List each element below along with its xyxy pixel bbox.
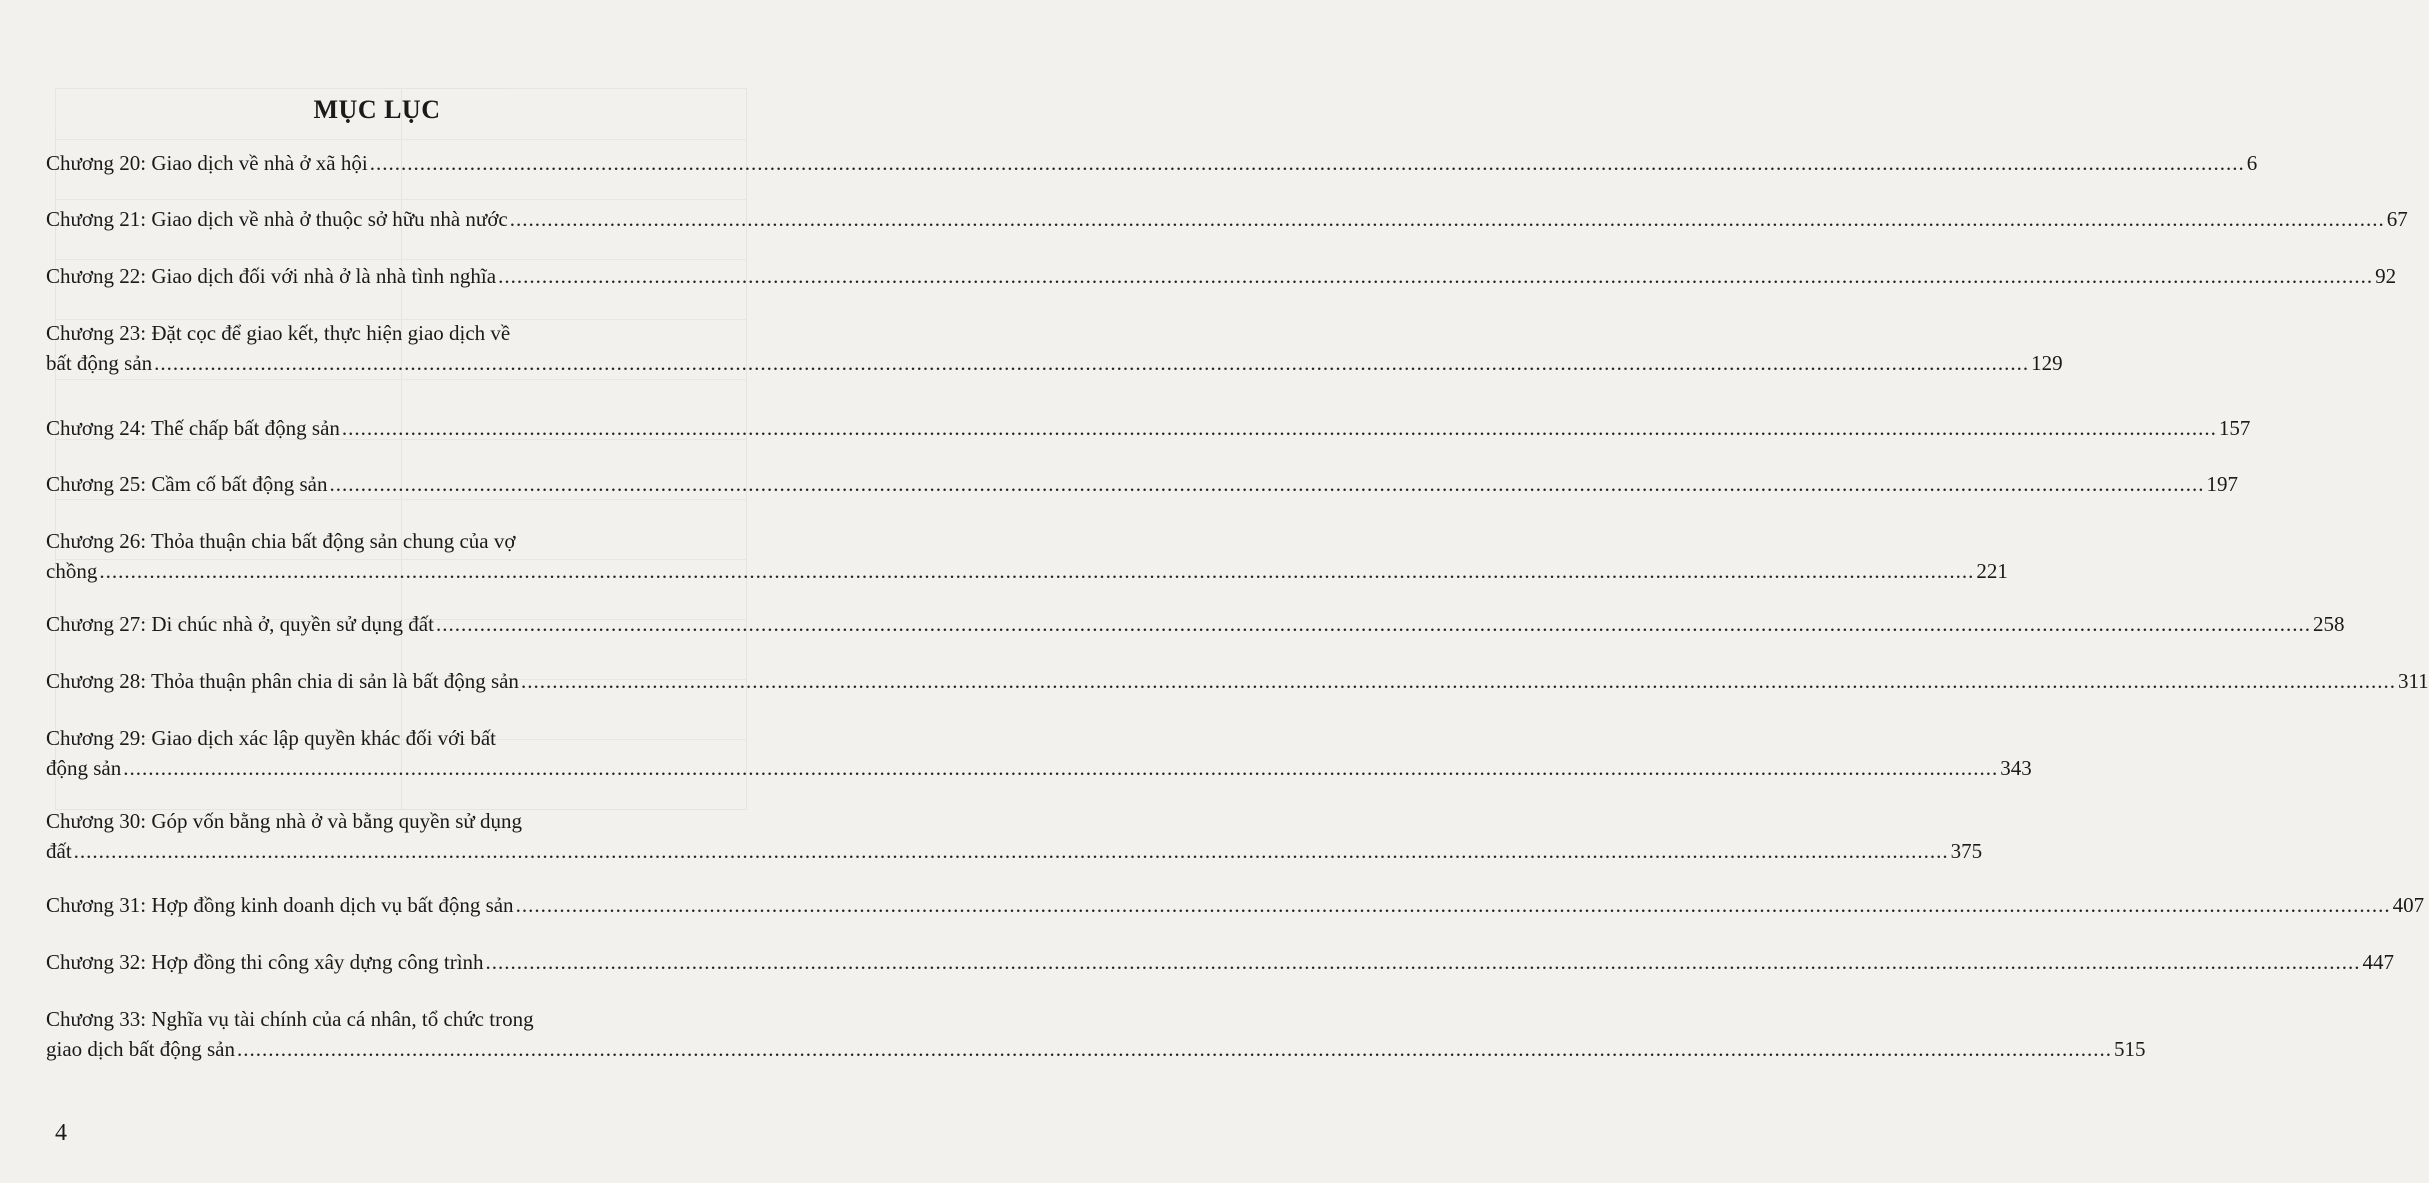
dot-leader: ............................................................................................................................................................................................................................................................................................................ [123, 756, 1999, 780]
toc-entry-row [46, 836, 1983, 866]
toc-entry-page: 447 [2362, 950, 2395, 974]
toc-entry-page: 92 [2375, 264, 2397, 288]
toc-entry-title: Chương 28: Thỏa thuận phân chia di sản là bất động sản [46, 669, 519, 693]
toc-entry-row [46, 609, 2345, 639]
toc-entry [46, 318, 2063, 378]
toc-entry-row [46, 348, 2063, 378]
toc-entry-title: Chương 24: Thế chấp bất động sản [46, 416, 340, 440]
toc-entry-row [46, 148, 2258, 178]
dot-leader: ............................................................................................................................................................................................................................................................................................................ [520, 669, 2396, 693]
toc-entry-row [46, 1034, 2146, 1064]
toc-entry [46, 261, 2397, 291]
dot-leader: ............................................................................................................................................................................................................................................................................................................ [498, 264, 2374, 288]
toc-entry-title: Chương 22: Giao dịch đối với nhà ở là nhà tình nghĩa [46, 264, 497, 288]
bleed-through-table [55, 88, 747, 810]
page-title: MỤC LỤC [313, 95, 441, 124]
toc-entry-row [46, 261, 2397, 291]
toc-entry [46, 666, 2429, 696]
dot-leader: ............................................................................................................................................................................................................................................................................................................ [73, 839, 1949, 863]
toc-entry [46, 1004, 2146, 1064]
toc-entry [46, 413, 2251, 443]
toc-entry-row [46, 890, 2425, 920]
toc-entry-title: Chương 21: Giao dịch về nhà ở thuộc sở hữu nhà nước [46, 207, 508, 231]
toc-entry-title: chồng [46, 559, 98, 583]
toc-entry-title: đất [46, 839, 72, 863]
dot-leader: ............................................................................................................................................................................................................................................................................................................ [485, 950, 2361, 974]
toc-entry-title-line1: Chương 30: Góp vốn bằng nhà ở và bằng quyền sử dụng [46, 809, 523, 833]
dot-leader: ............................................................................................................................................................................................................................................................................................................ [236, 1037, 2112, 1061]
toc-entry-title: Chương 31: Hợp đồng kinh doanh dịch vụ bất động sản [46, 893, 514, 917]
toc-entry [46, 947, 2395, 977]
toc-entry [46, 469, 2238, 499]
page-number: 4 [55, 1120, 67, 1146]
toc-entry-title: Chương 20: Giao dịch về nhà ở xã hội [46, 151, 368, 175]
toc-entry-row [46, 413, 2251, 443]
toc-entry-page: 407 [2392, 893, 2425, 917]
toc-entry-page: 375 [1950, 839, 1983, 863]
dot-leader: ............................................................................................................................................................................................................................................................................................................ [515, 893, 2391, 917]
toc-entry [46, 723, 2032, 783]
toc-entry-page: 311 [2397, 669, 2429, 693]
dot-leader: ............................................................................................................................................................................................................................................................................................................ [509, 207, 2385, 231]
toc-entry-page: 129 [2031, 351, 2063, 375]
toc-entry [46, 148, 2258, 178]
toc-entry-page: 157 [2218, 416, 2251, 440]
dot-leader: ............................................................................................................................................................................................................................................................................................................ [341, 416, 2217, 440]
toc-entry-title-line1: Chương 33: Nghĩa vụ tài chính của cá nhân, tổ chức trong [46, 1007, 534, 1031]
dot-leader: ............................................................................................................................................................................................................................................................................................................ [154, 351, 2030, 375]
toc-entry-row [46, 469, 2238, 499]
dot-leader: ............................................................................................................................................................................................................................................................................................................ [329, 472, 2205, 496]
toc-entry-page: 197 [2206, 472, 2238, 496]
toc-entry [46, 609, 2345, 639]
toc-entry-page: 515 [2113, 1037, 2146, 1061]
toc-entry-title: giao dịch bất động sản [46, 1037, 235, 1061]
dot-leader: ............................................................................................................................................................................................................................................................................................................ [369, 151, 2245, 175]
toc-entry-title-line1: Chương 29: Giao dịch xác lập quyền khác đối với bất [46, 726, 496, 750]
toc-entry-page: 258 [2312, 612, 2345, 636]
toc-entry-row [46, 666, 2429, 696]
toc-entry-title: động sản [46, 756, 122, 780]
toc-entry-title-line1: Chương 26: Thỏa thuận chia bất động sản chung của vợ [46, 529, 516, 553]
toc-entry [46, 526, 2008, 586]
toc-entry-page: 6 [2246, 151, 2258, 175]
toc-entry-page: 67 [2386, 207, 2408, 231]
dot-leader: ............................................................................................................................................................................................................................................................................................................ [435, 612, 2311, 636]
toc-entry-row [46, 556, 2008, 586]
toc-entry-page: 221 [1976, 559, 2008, 583]
toc-entry-title: Chương 27: Di chúc nhà ở, quyền sử dụng đất [46, 612, 434, 636]
toc-entry [46, 806, 1983, 866]
toc-entry [46, 204, 2408, 234]
toc-entry-title: bất động sản [46, 351, 153, 375]
toc-entry-title: Chương 25: Cầm cố bất động sản [46, 472, 328, 496]
toc-entry-title-line1: Chương 23: Đặt cọc để giao kết, thực hiện giao dịch về [46, 321, 511, 345]
toc-entry-row [46, 753, 2032, 783]
toc-entry-row [46, 204, 2408, 234]
toc-entry-row [46, 947, 2395, 977]
toc-entry-page: 343 [2000, 756, 2032, 780]
toc-entry-title: Chương 32: Hợp đồng thi công xây dựng công trình [46, 950, 484, 974]
toc-entry [46, 890, 2425, 920]
dot-leader: ............................................................................................................................................................................................................................................................................................................ [99, 559, 1975, 583]
